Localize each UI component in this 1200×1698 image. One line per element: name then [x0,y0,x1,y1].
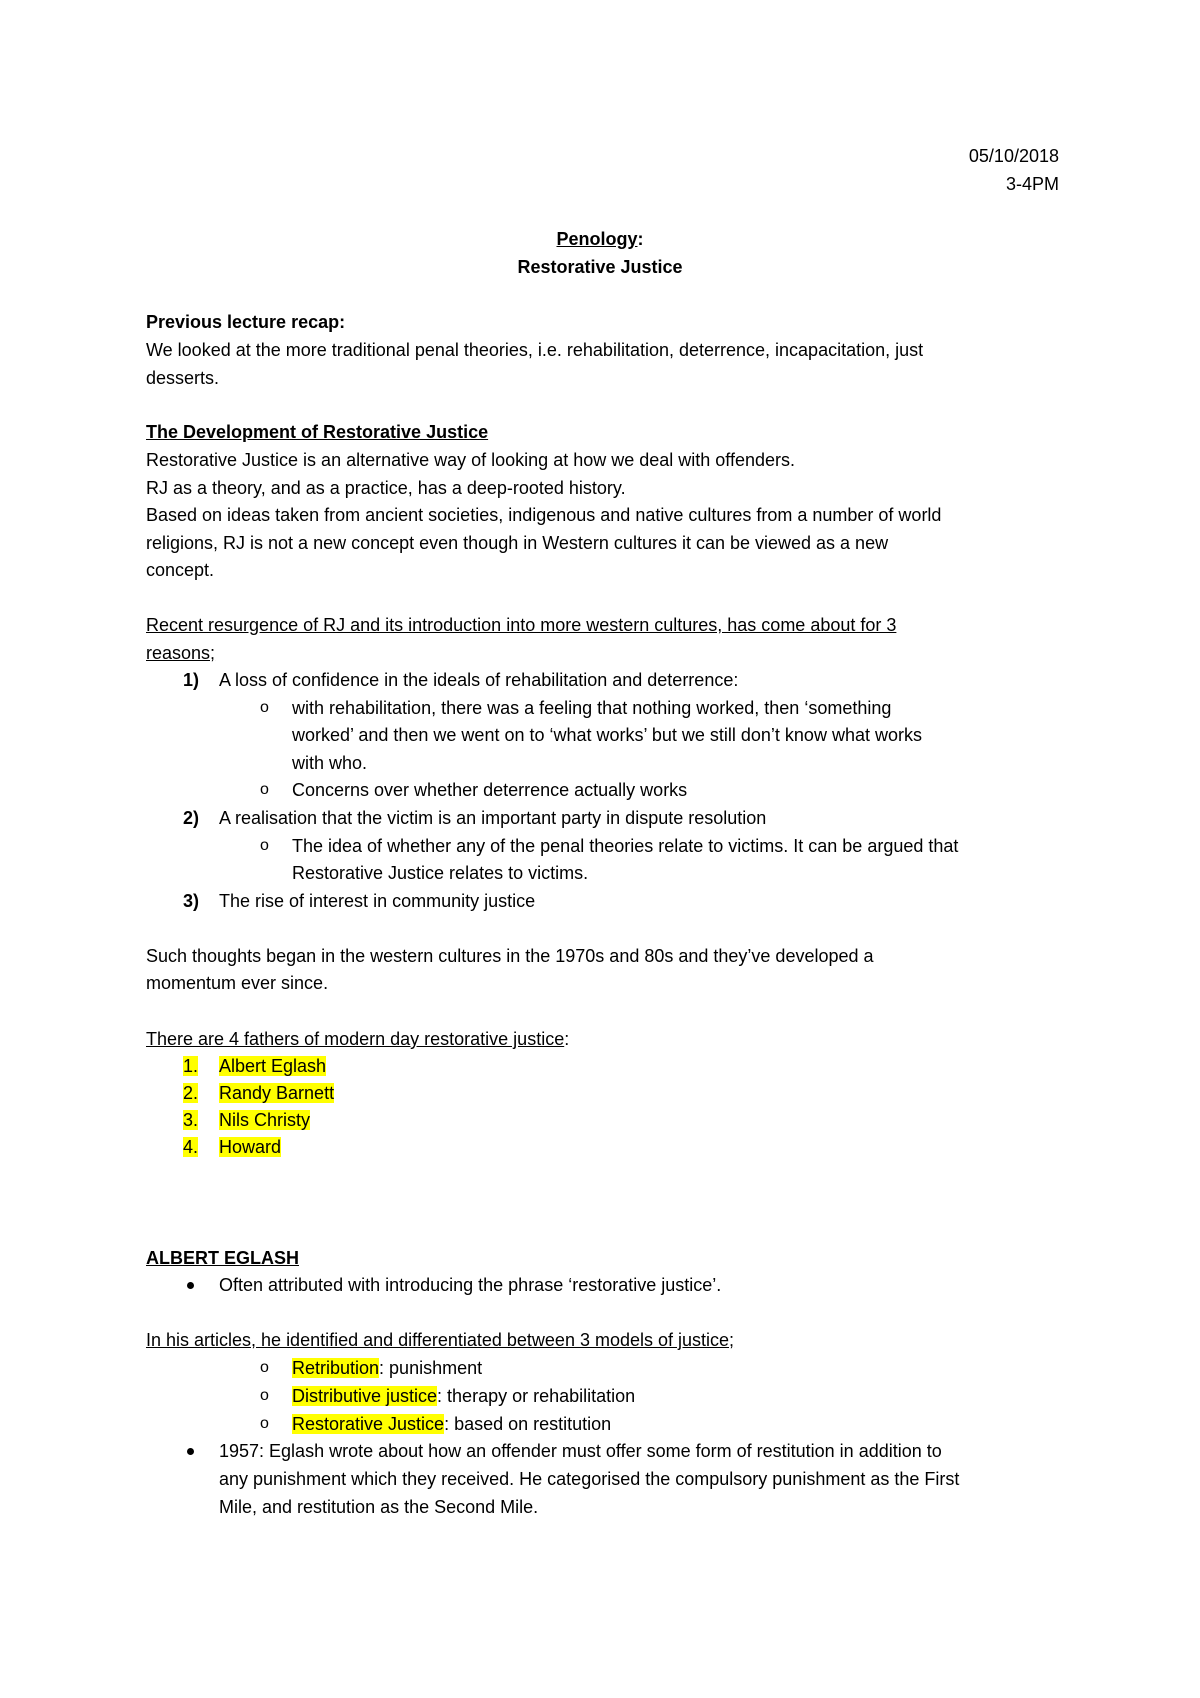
reason-text: A loss of confidence in the ideals of rehabilitation and deterrence: [219,670,739,690]
father-name-wrap [219,1055,326,1077]
bullet-dot-icon [187,1282,194,1289]
reason-number: 1) [183,670,200,690]
model-item [292,1413,611,1435]
father-name-wrap [219,1109,310,1131]
sub-bullet: o [260,781,269,798]
model-term: Retribution [292,1358,380,1378]
topic-title: Restorative Justice [517,257,683,277]
sub-item-line: Restorative Justice relates to victims. [292,863,589,883]
subject-title: Penology [556,229,638,249]
eglash-1957-line: any punishment which they received. He categorised the compulsory punishment as the First [219,1469,960,1489]
recap-heading: Previous lecture recap: [146,312,346,332]
development-heading: The Development of Restorative Justice [146,422,489,442]
development-line: religions, RJ is not a new concept even though in Western cultures it can be viewed as a new [146,533,889,553]
models-heading: In his articles, he identified and differentiated between 3 models of justice; [146,1330,735,1350]
recap-line: We looked at the more traditional penal theories, i.e. rehabilitation, deterrence, incapacitation, just [146,340,924,360]
reason-text: The rise of interest in community justice [219,891,536,911]
model-term: Distributive justice [292,1386,438,1406]
fathers-heading-text: There are 4 fathers of modern day restorative justice [146,1029,565,1049]
lecture-time: 3-4PM [1005,174,1059,194]
father-number-text: 4. [183,1137,199,1157]
father-name: Albert Eglash [219,1056,327,1076]
development-line: Restorative Justice is an alternative way of looking at how we deal with offenders. [146,450,796,470]
father-number-text: 2. [183,1083,199,1103]
father-name: Howard [219,1137,282,1157]
sub-item-line: with who. [292,753,368,773]
thoughts-line: momentum ever since. [146,973,329,993]
father-name: Nils Christy [219,1110,311,1130]
model-desc: : based on restitution [444,1414,612,1434]
model-desc: : therapy or rehabilitation [437,1386,636,1406]
model-item [292,1357,482,1379]
resurgence-heading: Recent resurgence of RJ and its introduction into more western cultures, has come about for 3 [146,615,897,635]
development-line: RJ as a theory, and as a practice, has a deep-rooted history. [146,478,626,498]
page-title [0,228,1200,250]
sub-bullet: o [260,837,269,854]
model-term: Restorative Justice [292,1414,445,1434]
eglash-bullet: Often attributed with introducing the phrase ‘restorative justice’. [219,1275,722,1295]
model-desc: : punishment [379,1358,483,1378]
father-number [183,1136,198,1158]
father-name-wrap [219,1082,334,1104]
sub-bullet: o [260,1415,269,1432]
father-number [183,1082,198,1104]
bullet-dot-icon [187,1448,194,1455]
father-name: Randy Barnett [219,1083,335,1103]
resurgence-heading: reasons; [146,643,216,663]
subject-colon: : [637,229,644,249]
eglash-1957-line: 1957: Eglash wrote about how an offender must offer some form of restitution in addition to [219,1441,942,1461]
recap-line: desserts. [146,368,220,388]
eglash-1957-line: Mile, and restitution as the Second Mile. [219,1497,539,1517]
sub-item-line: Concerns over whether deterrence actually works [292,780,688,800]
lecture-date: 05/10/2018 [968,146,1059,166]
development-line: concept. [146,560,215,580]
sub-item-line: The idea of whether any of the penal theories relate to victims. It can be argued that [292,836,959,856]
father-number-text: 1. [183,1056,199,1076]
reason-number: 3) [183,891,200,911]
eglash-heading: ALBERT EGLASH [146,1248,299,1268]
father-number [183,1055,198,1077]
sub-item-line: worked’ and then we went on to ‘what works’ but we still don’t know what works [292,725,922,745]
father-name-wrap [219,1136,281,1158]
father-number [183,1109,198,1131]
sub-item-line: with rehabilitation, there was a feeling that nothing worked, then ‘something [292,698,892,718]
development-line: Based on ideas taken from ancient societies, indigenous and native cultures from a number of world [146,505,942,525]
fathers-heading [146,1028,569,1050]
thoughts-line: Such thoughts began in the western cultures in the 1970s and 80s and they’ve developed a [146,946,874,966]
fathers-heading-colon: : [564,1029,570,1049]
sub-bullet: o [260,699,269,716]
reason-text: A realisation that the victim is an important party in dispute resolution [219,808,767,828]
sub-bullet: o [260,1359,269,1376]
father-number-text: 3. [183,1110,199,1130]
sub-bullet: o [260,1387,269,1404]
reason-number: 2) [183,808,200,828]
model-item [292,1385,635,1407]
